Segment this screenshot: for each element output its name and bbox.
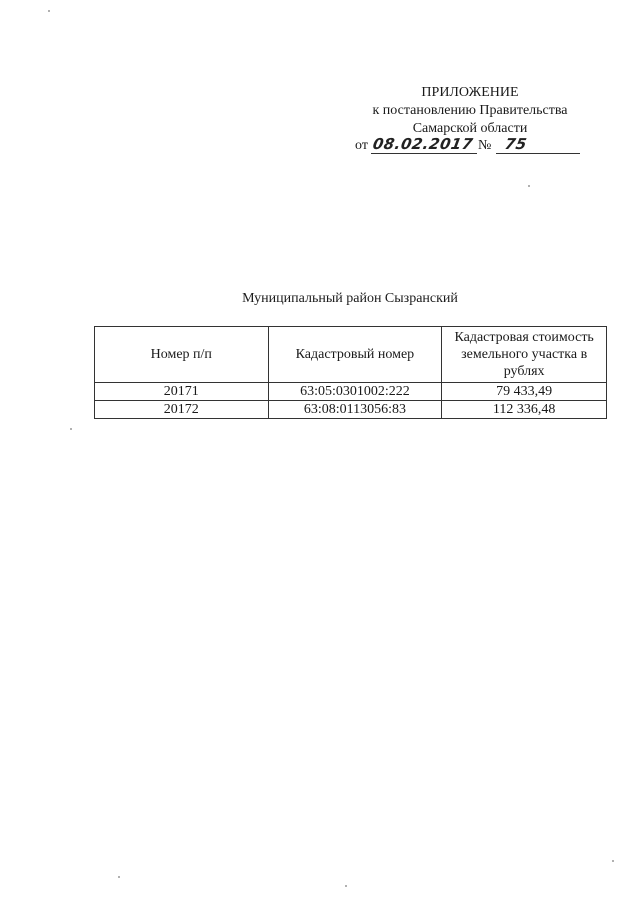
cell-cadastral-number: 63:08:0113056:83 bbox=[268, 401, 442, 419]
cell-cadastral-value: 79 433,49 bbox=[442, 383, 607, 401]
header-row-number: Номер п/п bbox=[95, 327, 269, 383]
cell-cadastral-value: 112 336,48 bbox=[442, 401, 607, 419]
attachment-title: ПРИЛОЖЕНИЕ bbox=[421, 85, 519, 100]
attachment-subtitle-decree: к постановлению Правительства bbox=[372, 103, 568, 118]
scan-speck bbox=[118, 876, 120, 878]
table-row bbox=[95, 401, 607, 419]
scan-speck bbox=[70, 428, 72, 430]
handwritten-number: 75 bbox=[503, 135, 529, 153]
header-cadastral-value: Кадастровая стоимость земельного участка в рублях bbox=[442, 327, 607, 383]
date-prefix: от bbox=[355, 138, 368, 153]
scan-speck bbox=[345, 885, 347, 887]
cadastre-table bbox=[94, 326, 607, 419]
attachment-header bbox=[355, 84, 585, 138]
cell-row-number: 20172 bbox=[95, 401, 269, 419]
cell-cadastral-number: 63:05:0301002:222 bbox=[268, 383, 442, 401]
table-row bbox=[95, 383, 607, 401]
attachment-subtitle-region: Самарской области bbox=[412, 121, 528, 136]
decree-date-number-line bbox=[355, 136, 585, 156]
table-header-row bbox=[95, 327, 607, 383]
header-cadastral-number: Кадастровый номер bbox=[268, 327, 442, 383]
district-title: Муниципальный район Сызранский bbox=[242, 291, 458, 306]
scan-speck bbox=[48, 10, 50, 12]
handwritten-date: 08.02.2017 bbox=[371, 135, 475, 153]
cell-row-number: 20171 bbox=[95, 383, 269, 401]
number-sign: № bbox=[478, 138, 492, 153]
scan-speck bbox=[612, 860, 614, 862]
scan-speck bbox=[528, 185, 530, 187]
